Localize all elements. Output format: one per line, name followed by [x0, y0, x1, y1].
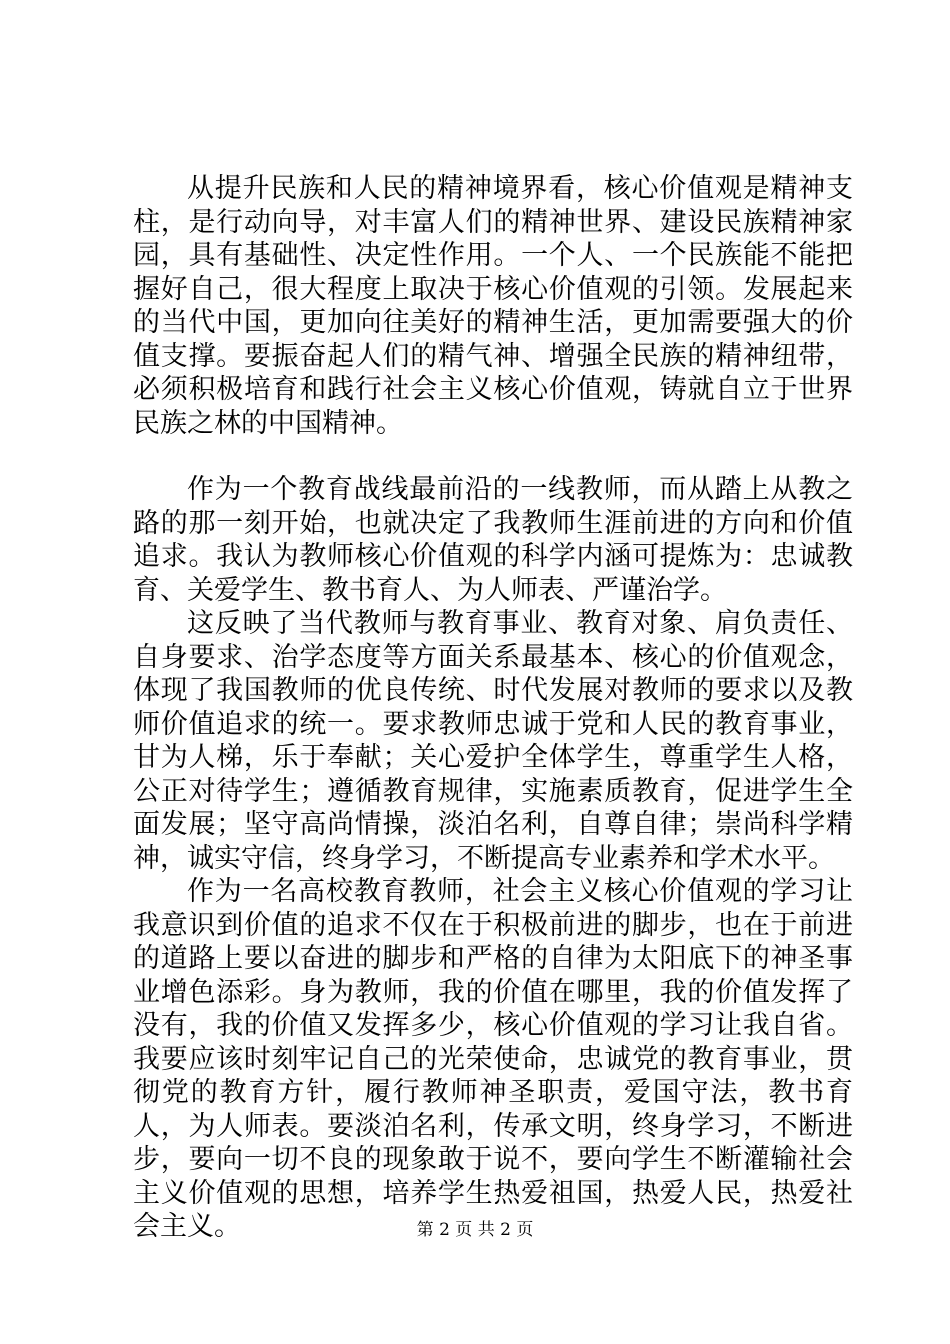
paragraph-3: 这反映了当代教师与教育事业、教育对象、肩负责任、自身要求、治学态度等方面关系最基本、核心的价值观念，体现了我国教师的优良传统、时代发展对教师的要求以及教师价值追求的统一。要求教师忠诚于党和人民的教育事业，甘为人梯，乐于奉献；关心爱护全体学生，尊重学生人格，公正对待学生；遵循教育规律，实施素质教育，促进学生全面发展；坚守高尚情操，淡泊名利，自尊自律；崇尚科学精神，诚实守信，终身学习，不断提高专业素养和学术水平。 — [133, 608, 853, 874]
document-body — [133, 172, 853, 1244]
paragraph-4: 作为一名高校教育教师，社会主义核心价值观的学习让我意识到价值的追求不仅在于积极前进的脚步，也在于前进的道路上要以奋进的脚步和严格的自律为太阳底下的神圣事业增色添彩。身为教师，我的价值在哪里，我的价值发挥了没有，我的价值又发挥多少，核心价值观的学习让我自省。我要应该时刻牢记自己的光荣使命，忠诚党的教育事业，贯彻党的教育方针，履行教师神圣职责，爱国守法，教书育人，为人师表。要淡泊名利，传承文明，终身学习，不断进步，要向一切不良的现象敢于说不，要向学生不断灌输社会主义价值观的思想，培养学生热爱祖国，热爱人民，热爱社会主义。 — [133, 876, 853, 1242]
paragraph-1: 从提升民族和人民的精神境界看，核心价值观是精神支柱，是行动向导，对丰富人们的精神世界、建设民族精神家园，具有基础性、决定性作用。一个人、一个民族能不能把握好自己，很大程度上取决于核心价值观的引领。发展起来的当代中国，更加向往美好的精神生活，更加需要强大的价值支撑。要振奋起人们的精气神、增强全民族的精神纽带，必须积极培育和践行社会主义核心价值观，铸就自立于世界民族之林的中国精神。 — [133, 173, 853, 439]
paragraph-spacer — [133, 440, 853, 473]
page-number-footer: 第 2 页 共 2 页 — [416, 1220, 534, 1240]
paragraph-2: 作为一个教育战线最前沿的一线教师，而从踏上从教之路的那一刻开始，也就决定了我教师生涯前进的方向和价值追求。我认为教师核心价值观的科学内涵可提炼为：忠诚教育、关爱学生、教书育人、为人师表、严谨治学。 — [133, 474, 853, 606]
